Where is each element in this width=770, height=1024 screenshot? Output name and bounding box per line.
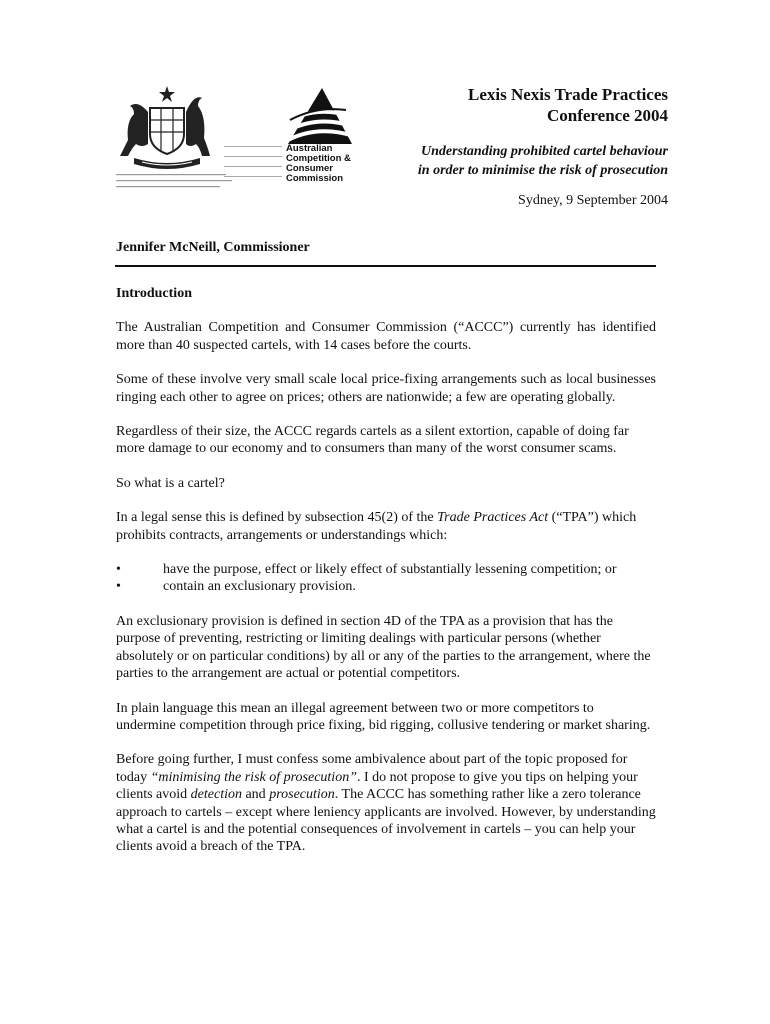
conference-title-line: Conference 2004 — [546, 106, 668, 125]
accc-name-line: Commission — [286, 173, 344, 184]
author-line: Jennifer McNeill, Commissioner — [116, 240, 310, 255]
paper-subtitle — [328, 142, 668, 180]
paragraph: Some of these involve very small scale local price-fixing arrangements such as local businesses ringing each other to agree on prices; others are nationwide; a few are operating globally. — [116, 372, 656, 405]
text-run: . I do not propose to give you tips on helping your clients avoid — [116, 769, 638, 803]
conference-title-line: Lexis Nexis Trade Practices — [467, 85, 668, 104]
coat-of-arms-logo — [112, 82, 222, 172]
paragraph: The Australian Competition and Consumer Commission (“ACCC”) currently has identified more than 40 suspected cartels, with 14 cases before the courts. — [116, 320, 656, 353]
paragraph: In plain language this mean an illegal agreement between two or more competitors to undermine competition through price fixing, bid rigging, collusive tendering or market sharing. — [116, 700, 651, 733]
text-run: Before going further, I must confess some ambivalence about part of the topic proposed for today — [116, 752, 628, 785]
emphasis: prosecution — [269, 787, 335, 803]
section-heading: Introduction — [116, 286, 192, 301]
bullet-icon: • — [116, 579, 121, 595]
subtitle-line: Understanding prohibited cartel behaviour — [421, 144, 668, 159]
conference-title — [348, 84, 668, 126]
text-run: . The ACCC has something rather like a zero tolerance approach to cartels – except where leniency applicants are involved. However, by understanding what a cartel is and the potential consequences of involvement in cartels – you can help your clients avoid a breach of the TPA. — [116, 787, 656, 855]
text-run: (“TPA”) which prohibits contracts, arrangements or understandings which: — [116, 510, 637, 543]
paragraph — [116, 509, 656, 544]
act-title: Trade Practices Act — [437, 510, 549, 526]
document-body — [116, 285, 656, 873]
conference-date: Sydney, 9 September 2004 — [518, 193, 668, 208]
paragraph: Regardless of their size, the ACCC regards cartels as a silent extortion, capable of doing far more damage to our economy and to consumers than many of the worst consumer scams. — [116, 424, 629, 457]
paragraph — [116, 751, 656, 855]
emphasis: detection — [190, 787, 242, 803]
accc-name-line: Competition & — [286, 153, 351, 164]
list-item — [116, 561, 656, 578]
list-item-text: have the purpose, effect or likely effect of substantially lessening competition; or — [163, 562, 617, 578]
paragraph: An exclusionary provision is defined in section 4D of the TPA as a provision that has the purpose of preventing, restricting or limiting dealings with particular persons (whether absolutely or on particular conditions) by all or any of the parties to the arrangement, where the parties to the arrangement are actual or potential competitors. — [116, 613, 651, 682]
accc-name-line: Consumer — [286, 163, 333, 174]
list-item — [116, 578, 656, 595]
text-run: In a legal sense this is defined by subsection 45(2) of the — [116, 510, 438, 526]
text-run: and — [241, 787, 270, 803]
dotted-text-decoration — [116, 172, 236, 194]
bullet-list — [116, 561, 656, 596]
paragraph: So what is a cartel? — [116, 475, 225, 491]
list-item-text: contain an exclusionary provision. — [163, 579, 356, 595]
header-divider — [115, 265, 656, 267]
accc-name-line: Australian — [286, 143, 333, 154]
bullet-icon: • — [116, 562, 121, 578]
subtitle-line: in order to minimise the risk of prosecution — [417, 163, 668, 178]
quoted-topic: “minimising the risk of prosecution” — [150, 769, 357, 785]
